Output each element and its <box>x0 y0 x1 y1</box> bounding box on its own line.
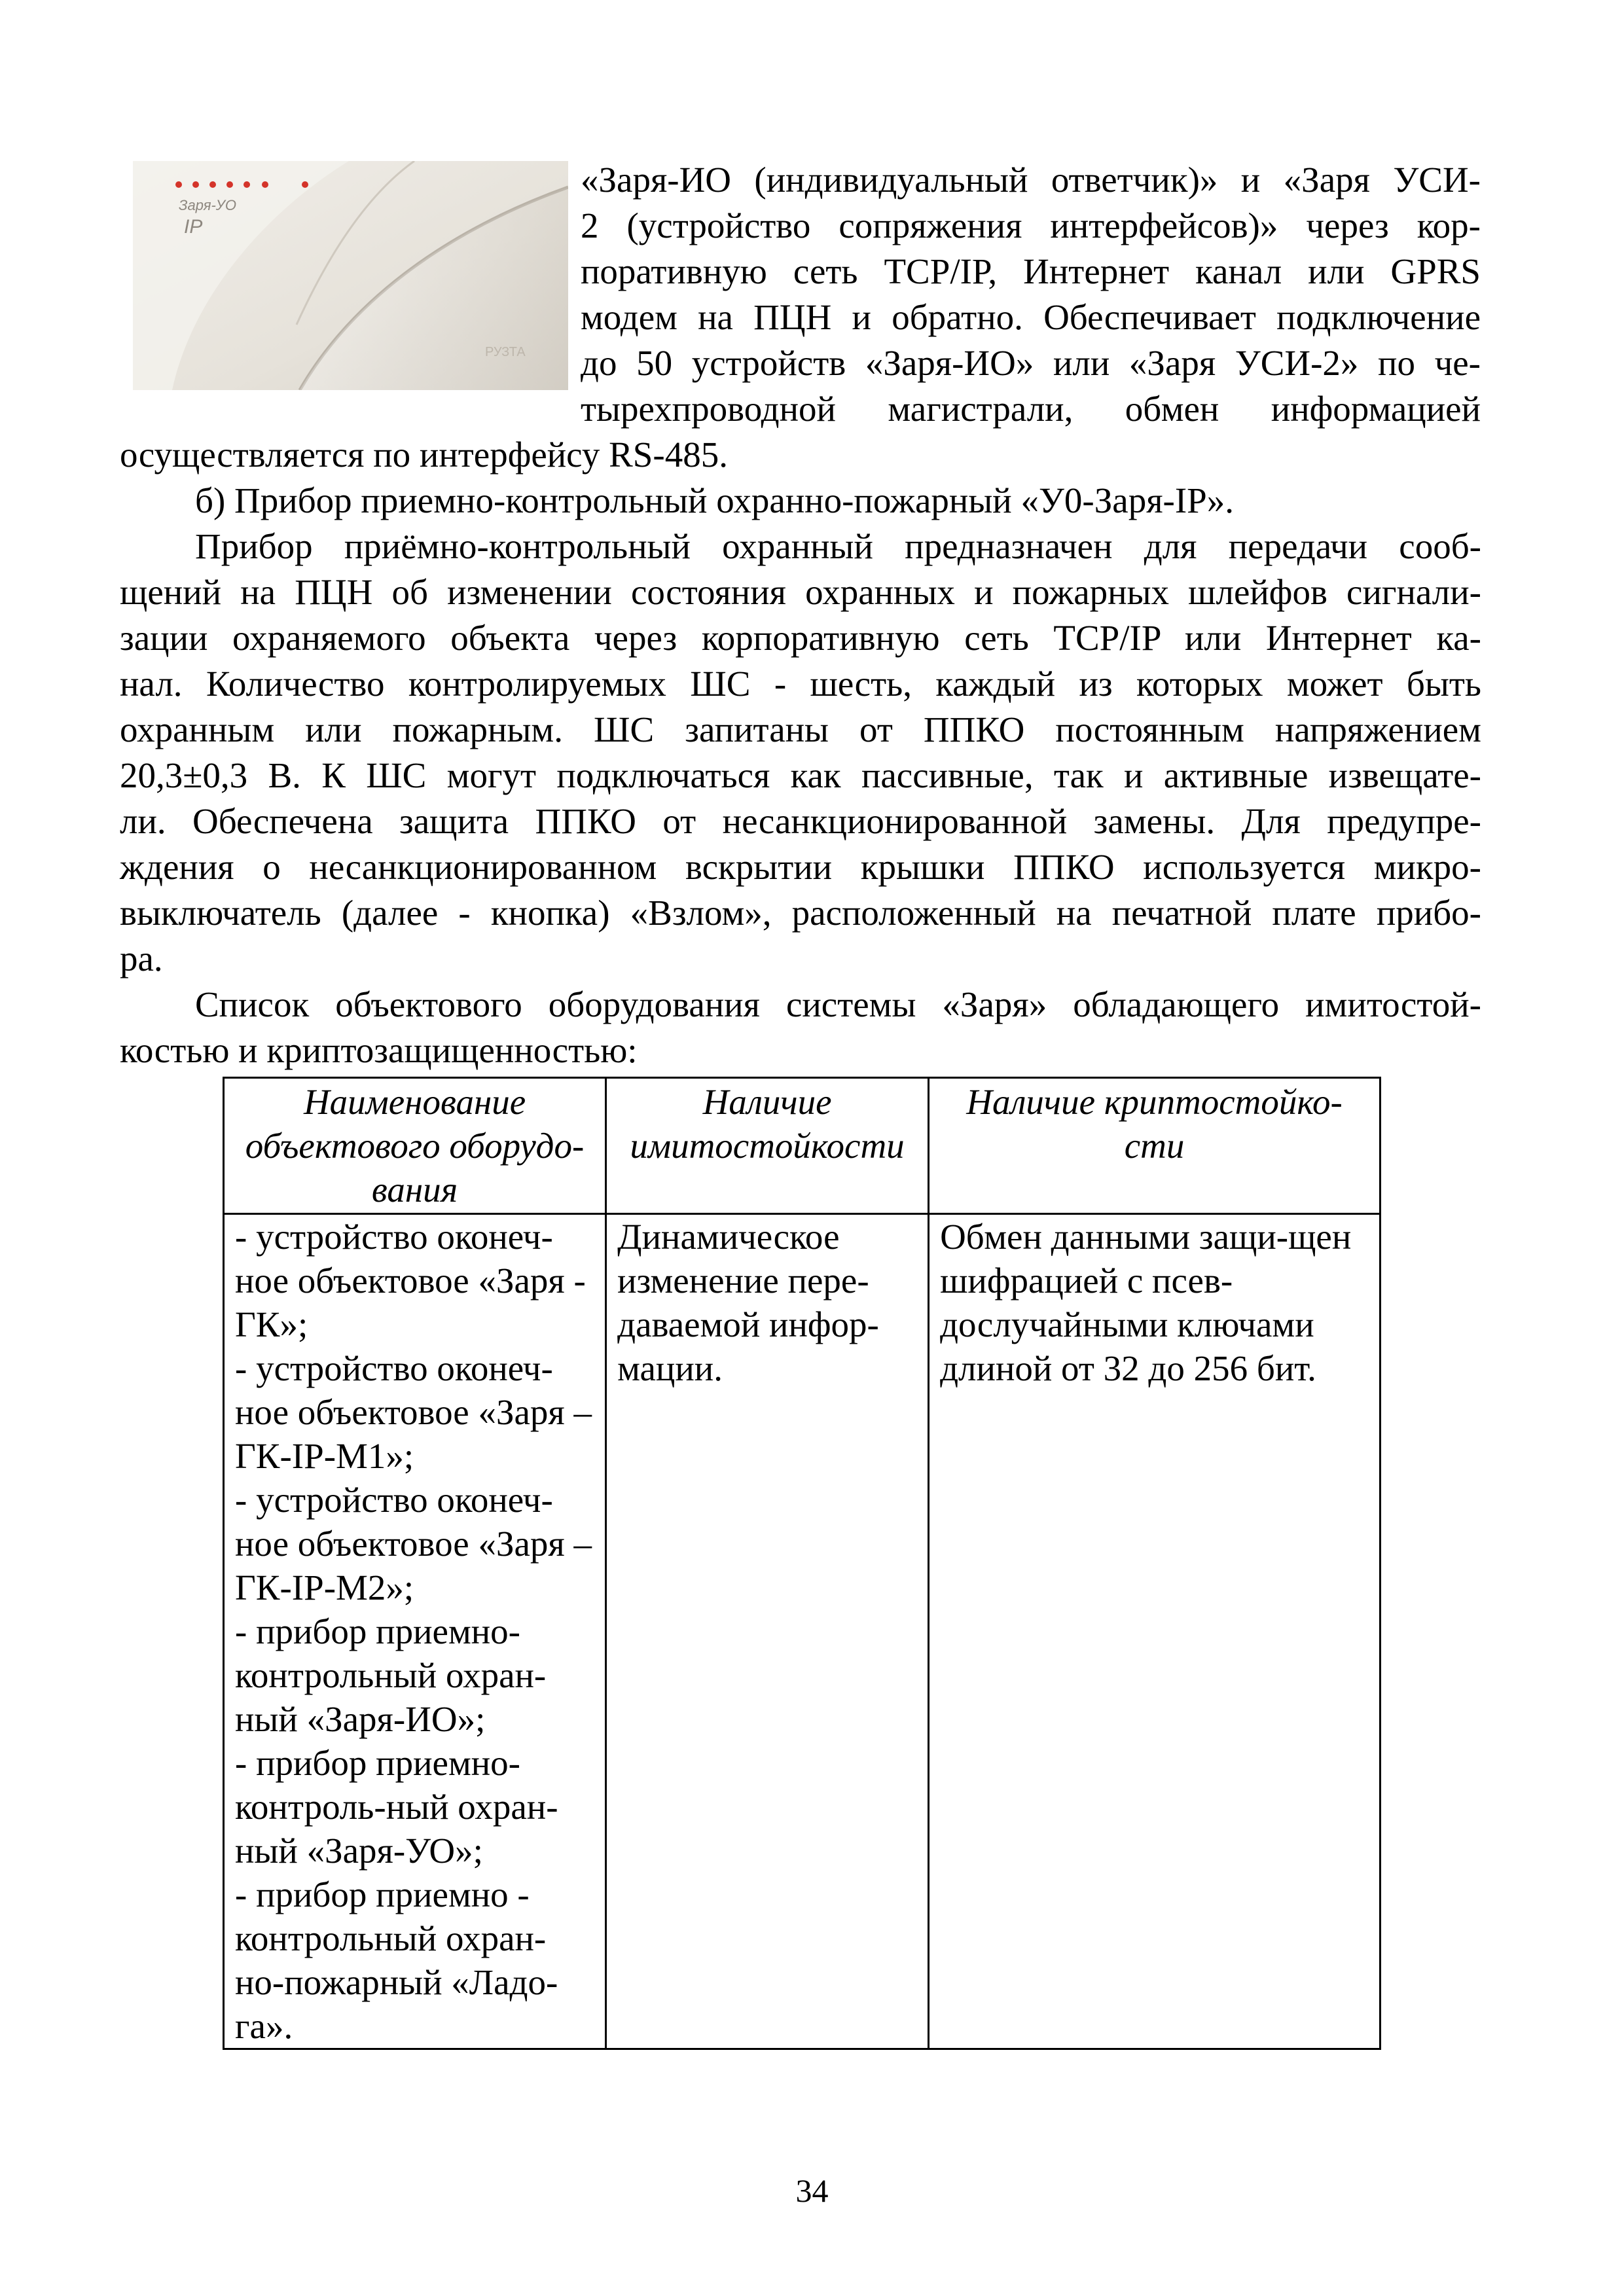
paragraph-1 <box>120 524 1481 982</box>
equipment-table <box>223 1077 1381 2050</box>
text-line: поративную сеть TCP/IP, Интернет канал или GPRS <box>581 251 1481 291</box>
list-item: - прибор приемно-контрольный охран-ный «Заря-ИО»; <box>235 1611 547 1739</box>
device-model-label: Заря-УО <box>179 197 236 213</box>
text-line: «Заря-ИО (индивидуальный ответчик)» и «Заря УСИ- <box>581 160 1481 200</box>
wrapped-text <box>581 157 1481 432</box>
table-row <box>224 1214 1380 2049</box>
text-line: костью и криптозащищенностью: <box>120 1030 638 1070</box>
text-line: 20,3±0,3 В. К ШС могут подключаться как пассивные, так и активные извещате- <box>120 755 1481 795</box>
item-b: б) Прибор приемно-контрольный охранно-пожарный «У0-Заря-IP». <box>195 480 1234 520</box>
list-item: - прибор приемно-контроль-ный охран-ный «Заря-УО»; <box>235 1743 558 1871</box>
list-item: - прибор приемно - контрольный охран-но-пожарный «Ладо-га». <box>235 1874 558 2046</box>
wrap-end-line: осуществляется по интерфейсу RS-485. <box>120 435 728 475</box>
text-line: Список объектового оборудования системы «Заря» обладающего имитостой- <box>195 984 1481 1024</box>
header-imitation: Наличие имитостойкости <box>606 1078 929 1214</box>
text-line: ли. Обеспечена защита ППКО от несанкционированной замены. Для предупре- <box>120 801 1481 841</box>
text-line: ждения о несанкционированном вскрытии крышки ППКО используется микро- <box>120 847 1481 887</box>
crypto-cell: Обмен данными защи-щен шифрацией с псев-дослучайными ключами длиной от 32 до 256 бит. <box>929 1214 1380 2049</box>
text-line: нал. Количество контролируемых ШС - шесть, каждый из которых может быть <box>120 664 1481 704</box>
header-crypto: Наличие криптостойко-сти <box>929 1078 1380 1214</box>
device-brand: РУЗТА <box>485 345 526 359</box>
text-line: охранным или пожарным. ШС запитаны от ППКО постоянным напряжением <box>120 709 1481 749</box>
list-item: - устройство оконеч-ное объектовое «Заря - ГК»; <box>235 1217 586 1344</box>
equipment-list <box>224 1214 606 2049</box>
header-equipment: Наименование объектового оборудо-вания <box>224 1078 606 1214</box>
page-number: 34 <box>795 2172 829 2209</box>
text-line: щений на ПЦН об изменении состояния охранных и пожарных шлейфов сигнали- <box>120 572 1481 612</box>
text-line: модем на ПЦН и обратно. Обеспечивает подключение <box>581 297 1481 337</box>
list-item: - устройство оконеч-ное объектовое «Заря – ГК-IP-М1»; <box>235 1348 592 1476</box>
device-ip-label: IP <box>184 216 203 238</box>
list-item: - устройство оконеч-ное объектовое «Заря – ГК-IP-М2»; <box>235 1480 592 1607</box>
text-line: 2 (устройство сопряжения интерфейсов)» через кор- <box>581 206 1481 245</box>
text-line: до 50 устройств «Заря-ИО» или «Заря УСИ-2» по че- <box>581 343 1481 383</box>
device-photo <box>133 161 568 390</box>
text-line: зации охраняемого объекта через корпоративную сеть TCP/IP или Интернет ка- <box>120 618 1481 658</box>
text-line: ра. <box>120 939 163 978</box>
paragraph-2 <box>120 982 1481 1073</box>
text-line: выключатель (далее - кнопка) «Взлом», расположенный на печатной плате прибо- <box>120 893 1481 933</box>
text-line: тырехпроводной магистрали, обмен информацией <box>581 389 1481 429</box>
text-line: Прибор приёмно-контрольный охранный предназначен для передачи сооб- <box>195 526 1481 566</box>
imitation-cell: Динамическое изменение пере-даваемой инфор-мации. <box>606 1214 929 2049</box>
table-header-row <box>224 1078 1380 1214</box>
